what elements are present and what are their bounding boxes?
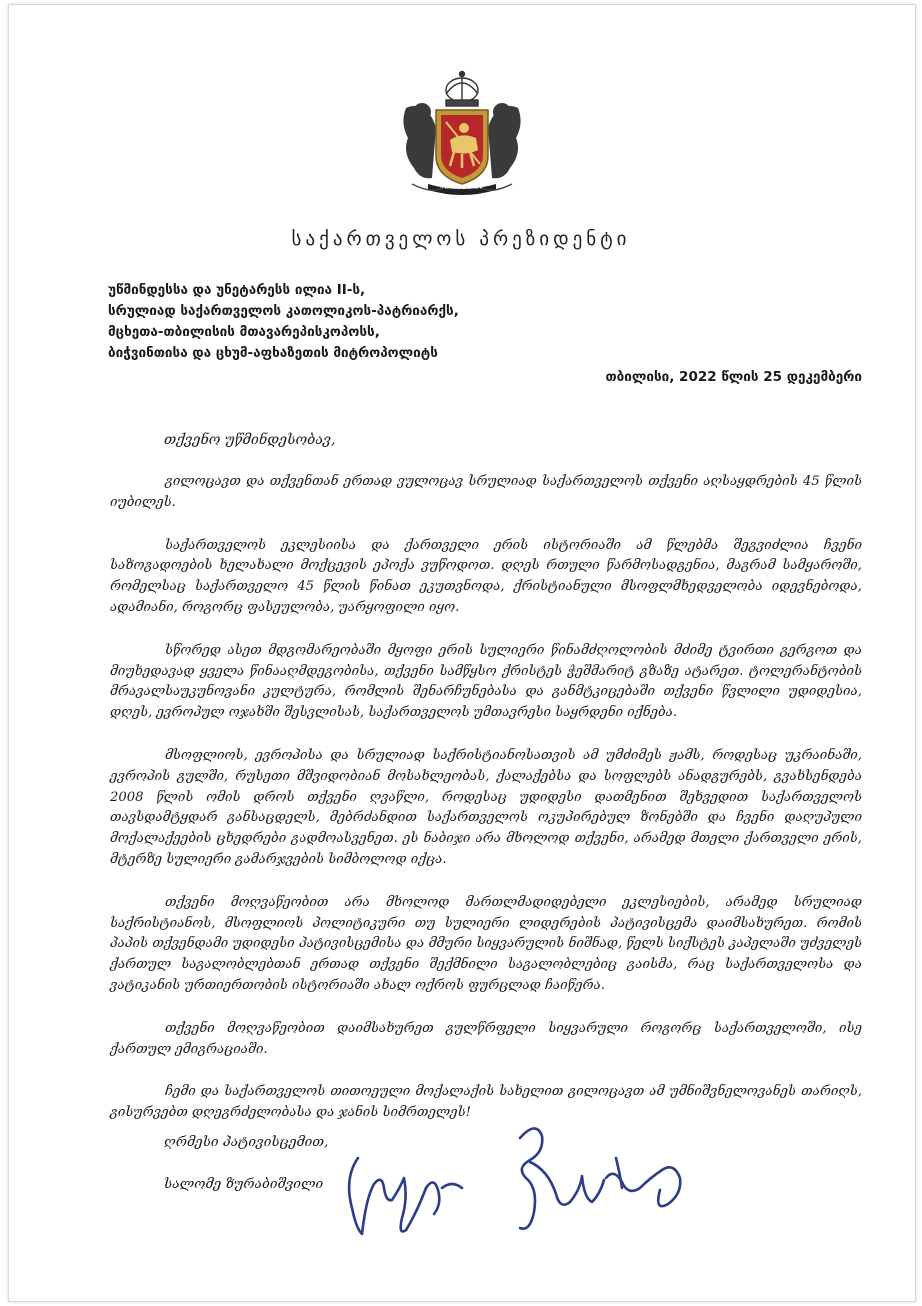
salutation: თქვენო უწმინდესობავ, (164, 432, 336, 448)
left-lion-icon (403, 103, 436, 178)
letterhead-title: საქართველოს პრეზიდენტი (291, 228, 631, 250)
date-line: თბილისი, 2022 წლის 25 დეკემბერი (605, 369, 862, 385)
addressee-line: უწმინდესსა და უნეტარესს ილია II-ს, (108, 282, 366, 298)
body-paragraph: ჩემი და საქართველოს თითოეული მოქალაქის სახელით გილოცავთ ამ უმნიშვნელოვანეს თარიღს, გისურვებთ დღეგრძელობასა და ჯანის სიმრთელეს! (110, 1084, 862, 1121)
handwritten-signature (330, 1118, 730, 1248)
body-paragraph: მსოფლიოს, ევროპისა და სრულიად საქრისტიანოსათვის ამ უმძიმეს ჟამს, როდესაც უკრაინაში, ევროპის გულში, რუსეთი მშვიდობიან მოსახლეობას, ქალაქებსა და სოფლებს ანადგურებს, გვახსენდება 2008 წლის ომის დროს თქვენი ღვაწლი, როდესაც უდიდესი დათმენით შეხვედით საქართველოს თავსდამტყდარ განსაცდელს, მებრძანდით საქართველოს ოკუპირებულ ზონებში და ჩვენი დაღუპული მოქალაქეების ცხედრები გადმოასვენეთ. ეს ნაბიჯი არა მხოლოდ თქვენი, არამედ მთელი ქართველი ერის, მტერზე სულიერი გამარჯვების სიმბოლოდ იქცა. (110, 747, 862, 867)
body-paragraph: თქვენი მოღვაწეობით არა მხოლოდ მართლმადიდებელი ეკლესიების, არამედ სრულიად საქრისტიანოს, მსოფლიოს პოლიტიკური თუ სულიერი ლიდერების პატივისცემა დაიმსახურეთ. რომის პაპის თქვენდამი უდიდესი პატივისცემისა და მმური სიყვარულის ნიშნად, წელს სიქსტეს კაპელაში უძველეს ქართულ საგალობლებთან ერთად თქვენი შექმნილი საგალობლებიც გაისმა, რაც საქართველოსა და ვატიკანის ურთიერთობის ისტორიაში ახალ ოქროს ფურცლად ჩაიწერა. (110, 894, 862, 993)
body-paragraph: საქართველოს ეკლესიისა და ქართველი ერის ისტორიაში ამ წლებმა შეგვიძლია ჩვენი საზოგადოების ხელახალი მოქცევის ეპოქა ვუწოდოთ. დღეს რთული წარმოსადგენია, მაგრამ სამყაროში, რომელსაც საქართველო 45 წლის წინათ ეკუთვნოდა, ქრისტიანული მსოფლმხედველობა იდევნებოდა, ადამიანი, როგორც ფასეულობა, უარყოფილი იყო. (110, 537, 862, 615)
addressee-block (108, 280, 628, 364)
shield-icon (436, 110, 488, 184)
letter-body (110, 472, 862, 1146)
signer-name: სალომე ზურაბიშვილი (164, 1176, 324, 1192)
coat-of-arms-icon (392, 68, 532, 198)
closing-line: ღრმესი პატივისცემით, (164, 1134, 329, 1150)
addressee-line: მცხეთა-თბილისის მთავარეპისკოპოსს, (108, 324, 380, 340)
body-paragraph: გილოცავთ და თქვენთან ერთად ვულოცავ სრულიად საქართველოს თქვენი აღსაყდრების 45 წლის იუბილეს. (110, 474, 862, 510)
crown-icon (446, 72, 478, 107)
right-lion-icon (488, 103, 521, 178)
addressee-line: ბიჭვინთისა და ცხუმ-აფხაზეთის მიტროპოლიტს (108, 345, 438, 361)
addressee-line: სრულიად საქართველოს კათოლიკოს-პატრიარქს, (108, 303, 459, 319)
body-paragraph: სწორედ ასეთ მდგომარეობაში მყოფი ერის სულიერი წინამძღოლობის მძიმე ტვირთი გერგოთ და მიუხედავად ყველა წინააღმდეგობისა, თქვენი სამწყსო ქრისტეს ჭეშმარიტ გზაზე ატარეთ. ტოლერანტობის მრავალსაუკუნოვანი კულტურა, რომლის შენარჩუნებასა და განმტკიცებაში თქვენი წვლილი უდიდესია, დღეს, ევროპულ ოჯახში შესვლისას, საქართველოს უმთავრესი საყრდენი იქნება. (110, 642, 862, 721)
body-paragraph: თქვენი მოღვაწეობით დაიმსახურეთ გულწრფელი სიყვარული როგორც საქართველოში, ისე ქართულ ემიგრაციაში. (110, 1020, 862, 1057)
